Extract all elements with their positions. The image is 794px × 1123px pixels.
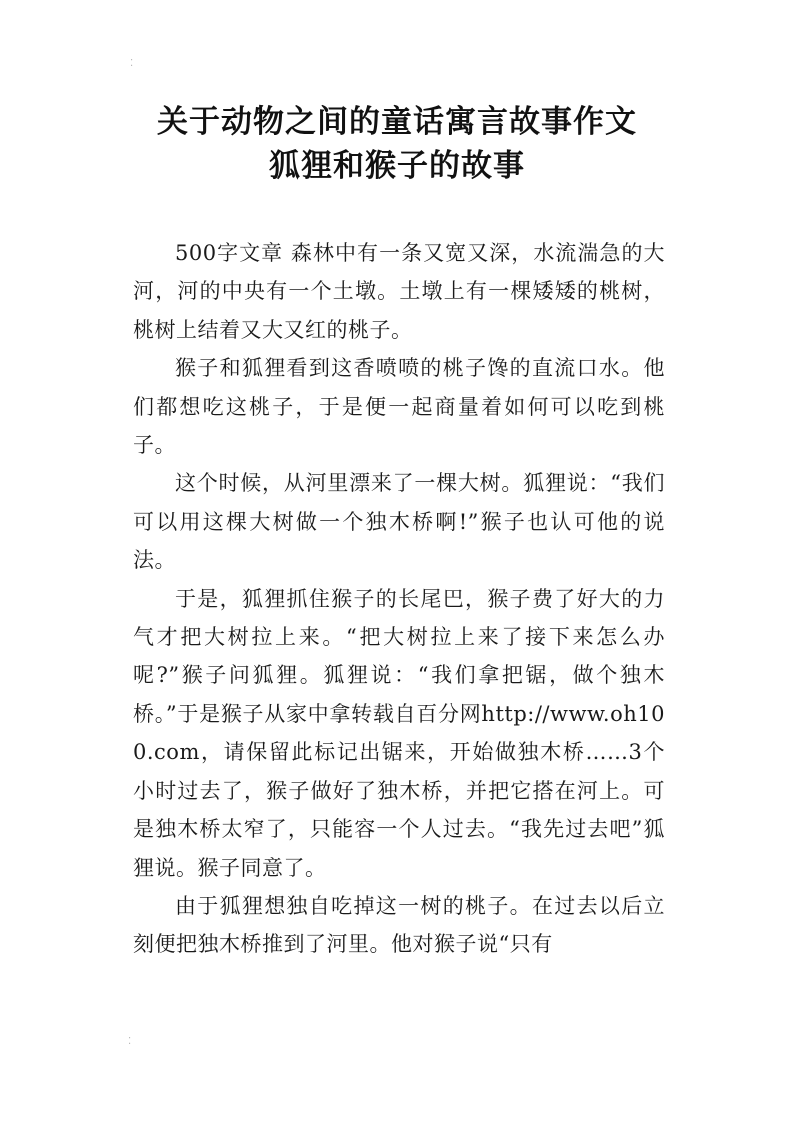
paragraph-1: 500字文章 森林中有一条又宽又深，水流湍急的大河，河的中央有一个土墩。土墩上有一棵矮矮的桃树，桃树上结着又大又红的桃子。 bbox=[133, 241, 665, 342]
paragraph-4: 于是，狐狸抓住猴子的长尾巴，猴子费了好大的力气才把大树拉上来。“把大树拉上来了接下来怎么办呢?”猴子问狐狸。狐狸说：“我们拿把锯，做个独木桥。”于是猴子从家中拿转载自百分网http://www.oh100.com，请保留此标记出锯来，开始做独木桥……3个小时过去了，猴子做好了独木桥，并把它搭在河上。可是独木桥太窄了，只能容一个人过去。“我先过去吧”狐狸说。猴子同意了。 bbox=[133, 586, 665, 880]
title-line-1: 关于动物之间的童话寓言故事作文 bbox=[157, 104, 637, 140]
page-corner-mark: ⁚ bbox=[130, 58, 134, 69]
paragraph-2: 猴子和狐狸看到这香喷喷的桃子馋的直流口水。他们都想吃这桃子，于是便一起商量着如何可以吃到桃子。 bbox=[133, 356, 665, 458]
document-title bbox=[0, 100, 794, 188]
title-line-2: 狐狸和猴子的故事 bbox=[269, 148, 525, 184]
paragraph-3: 这个时候，从河里漂来了一棵大树。狐狸说：“我们可以用这棵大树做一个独木桥啊!”猴子也认可他的说法。 bbox=[133, 471, 665, 573]
paragraph-5: 由于狐狸想独自吃掉这一树的桃子。在过去以后立刻便把独木桥推到了河里。他对猴子说“只有 bbox=[133, 893, 665, 957]
article-body bbox=[133, 234, 665, 964]
page-corner-mark: ⁚ bbox=[128, 1036, 132, 1047]
